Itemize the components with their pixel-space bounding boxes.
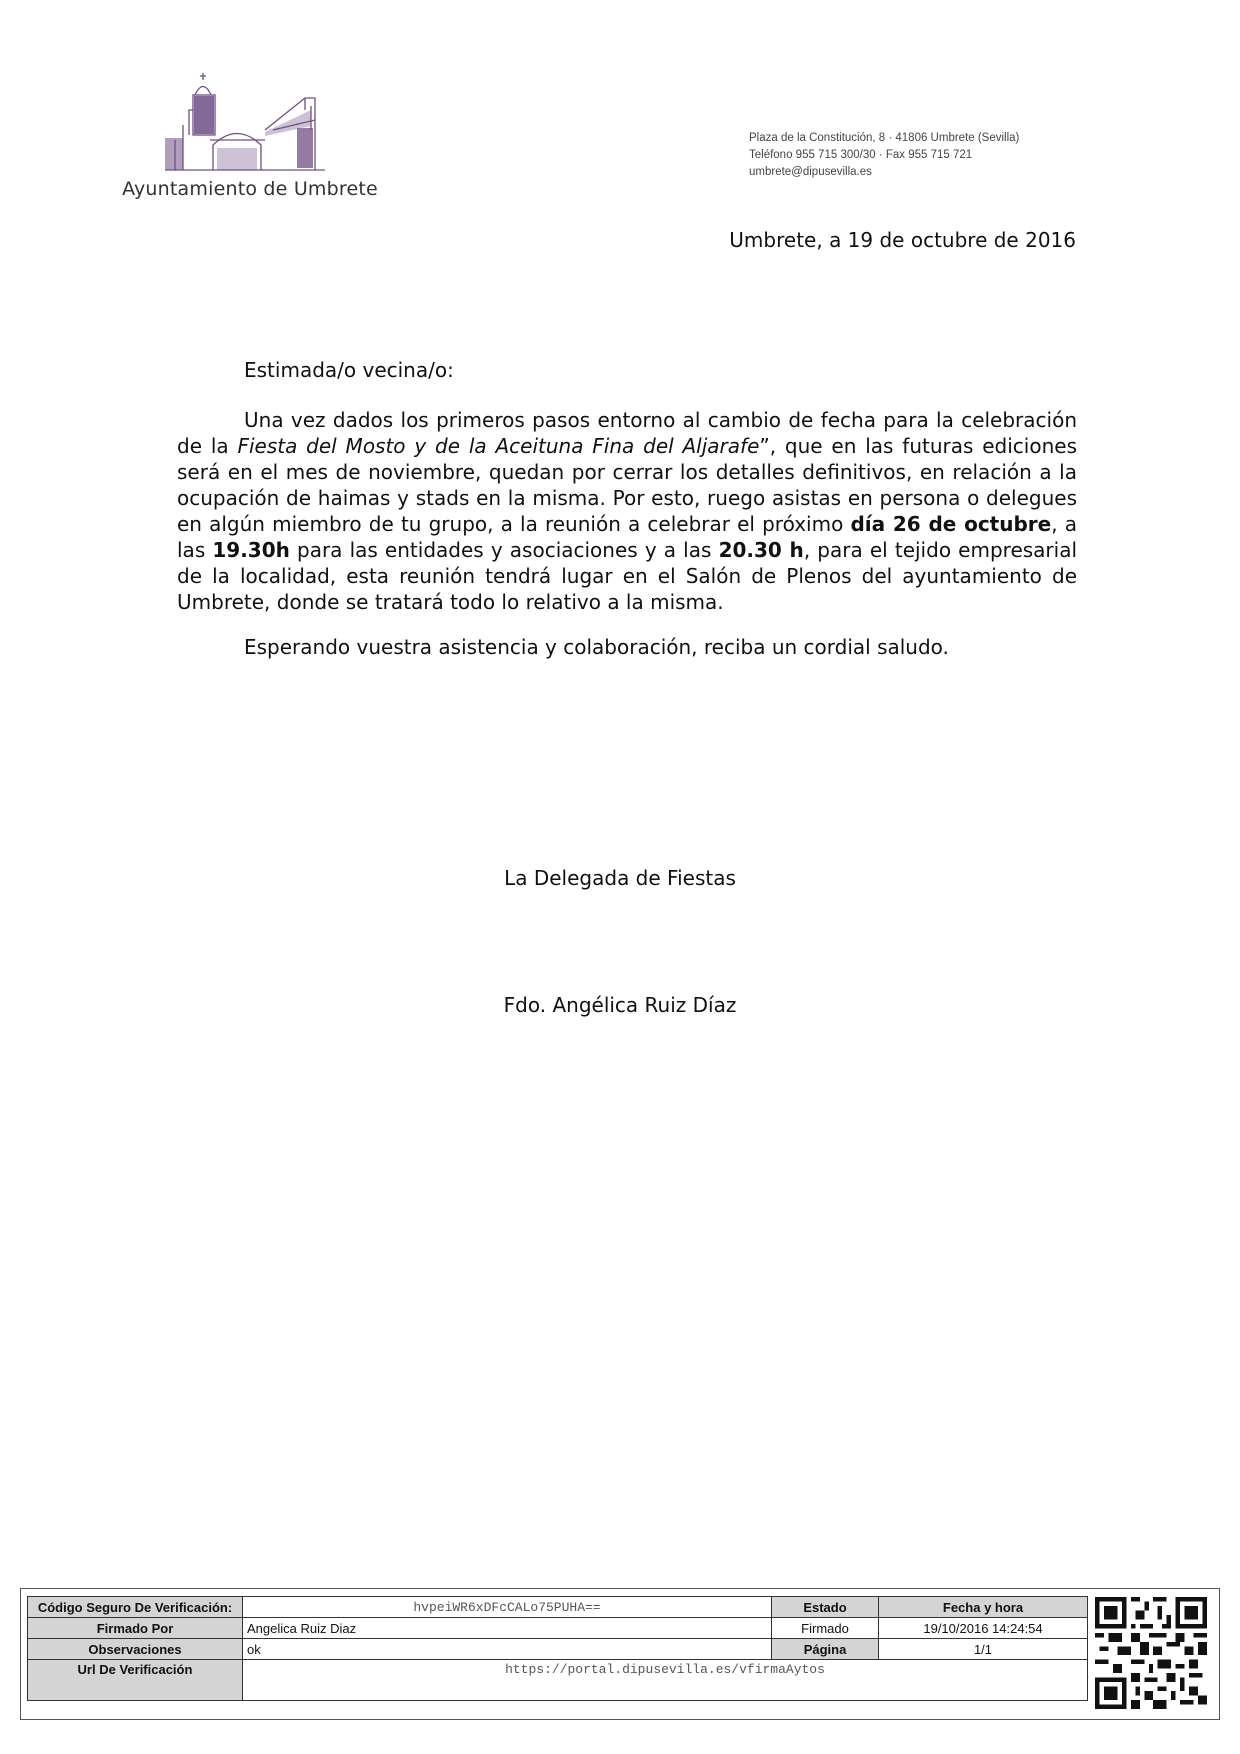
table-row <box>28 1660 1088 1701</box>
signature-name: Fdo. Angélica Ruiz Díaz <box>503 993 737 1017</box>
status-label: Estado <box>772 1597 879 1618</box>
url-label: Url De Verificación <box>28 1660 243 1701</box>
observations-value: ok <box>243 1639 772 1660</box>
datetime-value: 19/10/2016 14:24:54 <box>879 1618 1088 1639</box>
verification-box <box>20 1588 1220 1720</box>
url-value[interactable]: https://portal.dipusevilla.es/vfirmaAytos <box>243 1660 1088 1701</box>
table-row <box>28 1618 1088 1639</box>
signed-by-label: Firmado Por <box>28 1618 243 1639</box>
body-text-4: para las entidades y asociaciones y a las <box>289 538 719 562</box>
body-text-2: ”, que en las futuras ediciones será en el mes de noviembre, quedan por cerrar los detalles definitivos, en relación a la ocupación de haimas y stads en la misma. Por esto, ruego asistas en persona o delegues en algún miembro de tu grupo, a la reunión a celebrar el próximo <box>177 434 1077 536</box>
contact-address: Plaza de la Constitución, 8 · 41806 Umbrete (Sevilla) <box>749 132 1020 144</box>
code-label: Código Seguro De Verificación: <box>28 1597 243 1618</box>
verification-table <box>27 1596 1088 1701</box>
observations-label: Observaciones <box>28 1639 243 1660</box>
table-row <box>28 1597 1088 1618</box>
table-row <box>28 1639 1088 1660</box>
letter-date: Umbrete, a 19 de octubre de 2016 <box>729 228 1076 252</box>
event-name: Fiesta del Mosto y de la Aceituna Fina del Aljarafe <box>237 434 760 458</box>
qr-code-icon <box>1095 1597 1207 1709</box>
logo-text: Ayuntamiento de Umbrete <box>122 178 378 200</box>
page-value: 1/1 <box>879 1639 1088 1660</box>
meeting-time-entities: 19.30h <box>212 538 290 562</box>
letter-salutation: Estimada/o vecina/o: <box>244 358 454 382</box>
status-value: Firmado <box>772 1618 879 1639</box>
letter-closing: Esperando vuestra asistencia y colaboración, reciba un cordial saludo. <box>244 635 949 659</box>
municipality-logo <box>120 70 380 205</box>
contact-phone: Teléfono 955 715 300/30 · Fax 955 715 721 <box>749 149 973 161</box>
contact-email: umbrete@dipusevilla.es <box>749 166 872 178</box>
letter-body <box>177 407 1077 615</box>
body-text-3: , a las <box>177 512 1077 562</box>
body-text-5: , para el tejido empresarial de la localidad, esta reunión tendrá lugar en el Salón de Plenos del ayuntamiento de Umbrete, donde se tratará todo lo relativo a la misma. <box>177 538 1078 614</box>
page-label: Página <box>772 1639 879 1660</box>
town-hall-logo-icon <box>165 70 335 175</box>
signed-by-value: Angelica Ruiz Diaz <box>243 1618 772 1639</box>
code-value: hvpeiWR6xDFcCALo75PUHA== <box>243 1597 772 1618</box>
body-paragraph <box>177 407 1077 615</box>
meeting-date: día 26 de octubre <box>850 512 1052 536</box>
signature-role: La Delegada de Fiestas <box>504 866 736 890</box>
body-text-1: Una vez dados los primeros pasos entorno al cambio de fecha para la celebración de la <box>177 408 1077 458</box>
datetime-label: Fecha y hora <box>879 1597 1088 1618</box>
meeting-time-business: 20.30 h <box>718 538 804 562</box>
contact-info <box>749 130 1019 181</box>
